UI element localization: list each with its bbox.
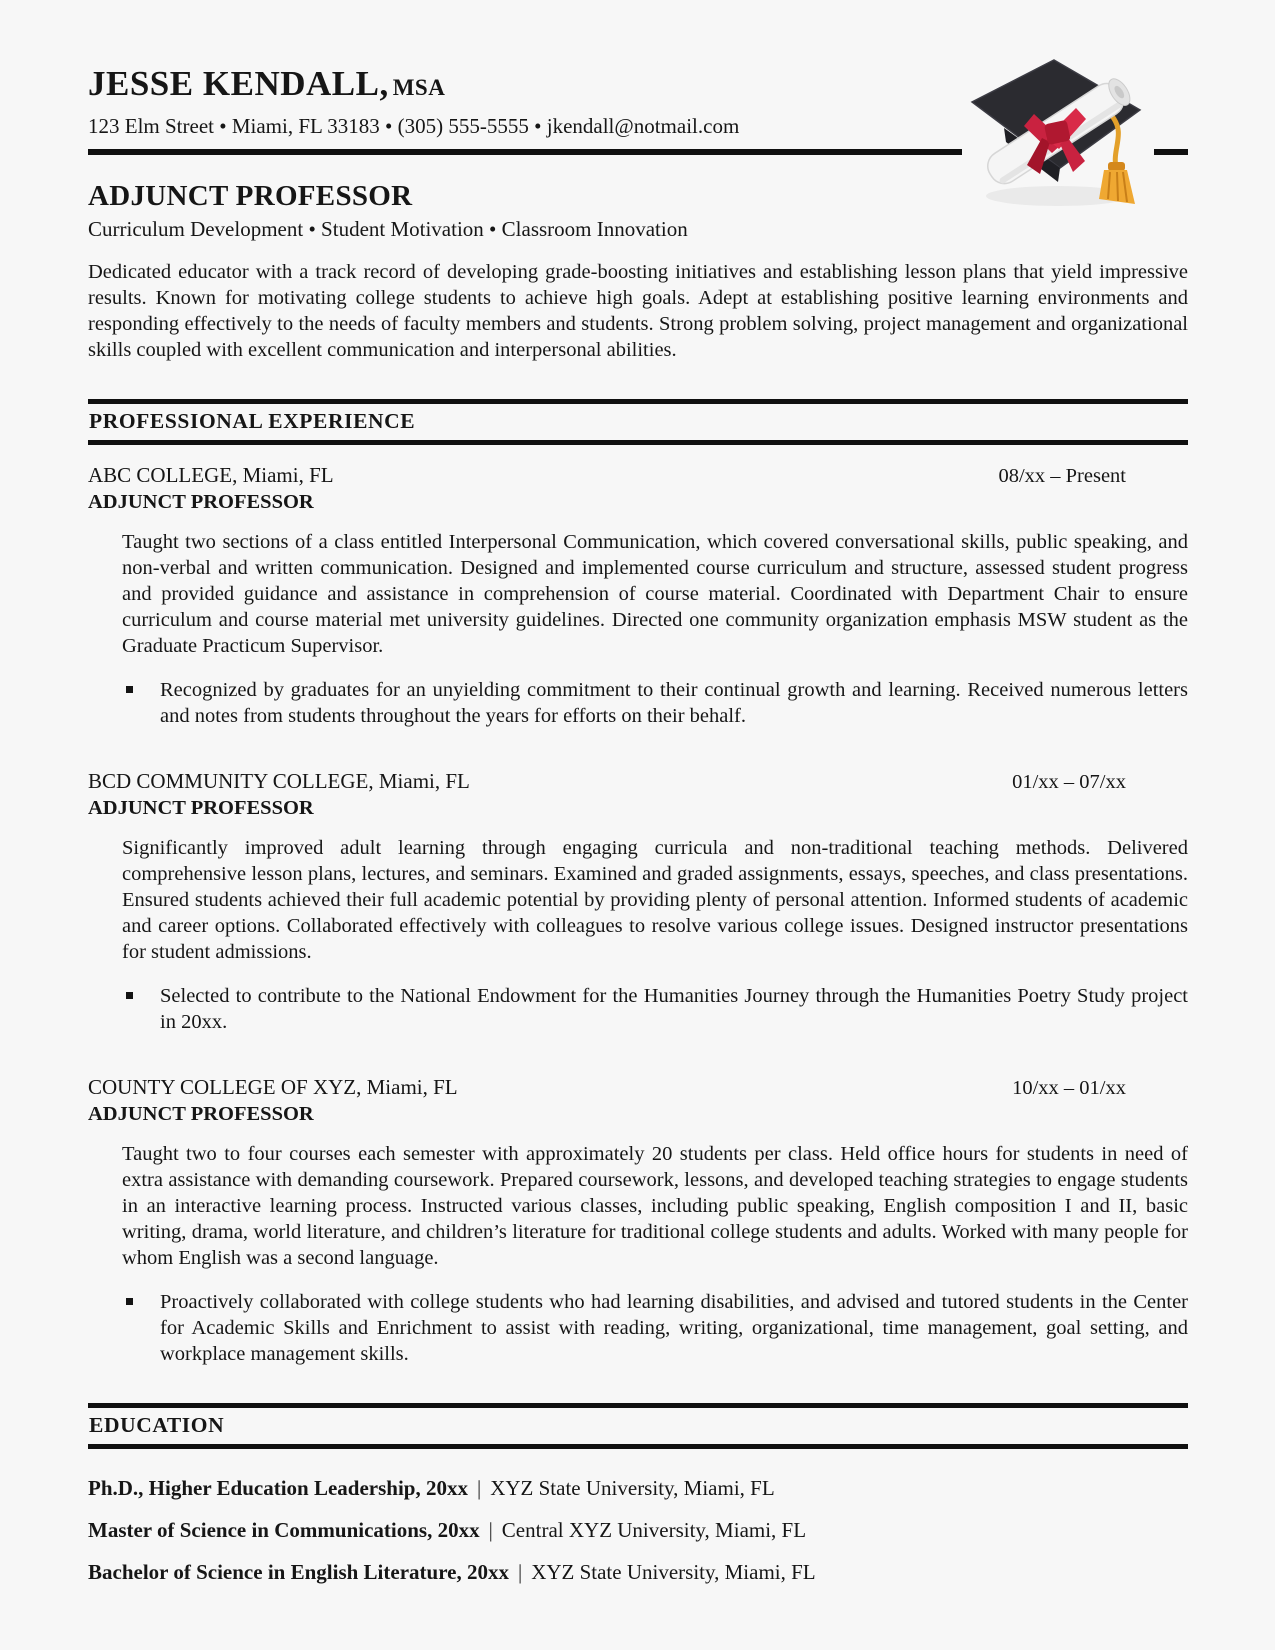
degree-name: Bachelor of Science in English Literature, 20xx: [88, 1560, 509, 1584]
school-name: Central XYZ University, Miami, FL: [501, 1518, 807, 1542]
job-title: ADJUNCT PROFESSOR: [88, 1103, 314, 1125]
job-header: [88, 769, 1188, 795]
education-list: [88, 1475, 1188, 1585]
bullet-text: Selected to contribute to the National Endowment for the Humanities Journey through the Humanities Poetry Study project in 20xx.: [160, 985, 1188, 1033]
graduation-cap-image: [962, 46, 1154, 218]
degree-separator: |: [488, 1518, 493, 1542]
person-credential: MSA: [392, 75, 446, 100]
tagline: Curriculum Development • Student Motivation • Classroom Innovation: [88, 217, 688, 241]
job-bullet: [124, 1289, 1188, 1367]
summary-paragraph: Dedicated educator with a track record of developing grade-boosting initiatives and establishing lesson plans that yield impressive results. Known for motivating college students to achieve high goals. Adept at establishing positive learning environments and responding effectively to the needs of faculty members and students. Strong problem solving, project management and organizational skills coupled with excellent communication and interpersonal abilities.: [88, 261, 1188, 361]
degree-name: Ph.D., Higher Education Leadership, 20xx: [88, 1476, 468, 1500]
job-description: Taught two to four courses each semester with approximately 20 students per class. Held office hours for students in need of extra assistance with demanding coursework. Prepared coursework, lessons, and developed teaching strategies to engage students in an interactive learning process. Instructed various classes, including public speaking, English composition I and II, basic writing, drama, world literature, and children’s literature for traditional college students and adults. Worked with many people for whom English was a second language.: [122, 1143, 1188, 1269]
bullet-text: Recognized by graduates for an unyielding commitment to their continual growth and learning. Received numerous letters and notes from students throughout the years for efforts on their behalf.: [160, 679, 1188, 727]
job-header: [88, 1075, 1188, 1101]
job-title: ADJUNCT PROFESSOR: [88, 797, 314, 819]
degree-separator: |: [517, 1560, 523, 1584]
degree-name: Master of Science in Communications, 20xx: [88, 1518, 480, 1542]
resume-content: [88, 0, 1188, 1585]
school-name: XYZ State University, Miami, FL: [490, 1476, 775, 1500]
bullet-square-icon: [126, 992, 133, 999]
page-title: ADJUNCT PROFESSOR: [88, 180, 413, 212]
job-bullet: [124, 677, 1188, 729]
job-dates: 10/xx – 01/xx: [1012, 1077, 1126, 1099]
job-dates: 01/xx – 07/xx: [1012, 771, 1126, 793]
job-block: [88, 769, 1188, 1035]
job-dates: 08/xx – Present: [998, 465, 1126, 487]
education-row: [88, 1475, 1188, 1501]
job-bullet: [124, 983, 1188, 1035]
job-header: [88, 463, 1188, 489]
job-block: [88, 463, 1188, 729]
job-title: ADJUNCT PROFESSOR: [88, 491, 314, 513]
bullet-text: Proactively collaborated with college students who had learning disabilities, and advised and tutored students in the Center for Academic Skills and Enrichment to assist with reading, writing, organizational, time management, goal setting, and workplace management skills.: [160, 1291, 1188, 1365]
section-header-education: EDUCATION: [88, 1403, 1188, 1449]
company-name: COUNTY COLLEGE OF XYZ, Miami, FL: [88, 1075, 458, 1099]
company-name: BCD COMMUNITY COLLEGE, Miami, FL: [88, 769, 470, 793]
job-block: [88, 1075, 1188, 1367]
person-name: JESSE KENDALL,: [88, 64, 389, 103]
company-name: ABC COLLEGE, Miami, FL: [88, 463, 334, 487]
section-header-experience: PROFESSIONAL EXPERIENCE: [88, 399, 1188, 445]
job-description: Taught two sections of a class entitled Interpersonal Communication, which covered conversational skills, public speaking, and non-verbal and written communication. Designed and implemented course curriculum and structure, assessed student progress and provided guidance and assistance in comprehension of course material. Coordinated with Department Chair to ensure curriculum and course material met university guidelines. Directed one community organization emphasis MSW student as the Graduate Practicum Supervisor.: [122, 531, 1188, 657]
contact-line: 123 Elm Street • Miami, FL 33183 • (305) 555-5555 • jkendall@notmail.com: [88, 114, 740, 138]
education-row: [88, 1517, 1188, 1543]
degree-separator: |: [477, 1476, 482, 1500]
graduation-cap-icon: [962, 46, 1154, 218]
education-row: [88, 1559, 1188, 1585]
job-description: Significantly improved adult learning through engaging curricula and non-traditional teaching methods. Delivered comprehensive lesson plans, lectures, and seminars. Examined and graded assignments, essays, speeches, and class presentations. Ensured students achieved their full academic potential by providing plenty of personal attention. Informed students of academic and career options. Collaborated effectively with colleagues to resolve various college issues. Designed instructor presentations for student admissions.: [122, 837, 1188, 963]
bullet-square-icon: [126, 1298, 133, 1305]
bullet-square-icon: [126, 686, 133, 693]
school-name: XYZ State University, Miami, FL: [531, 1560, 816, 1584]
